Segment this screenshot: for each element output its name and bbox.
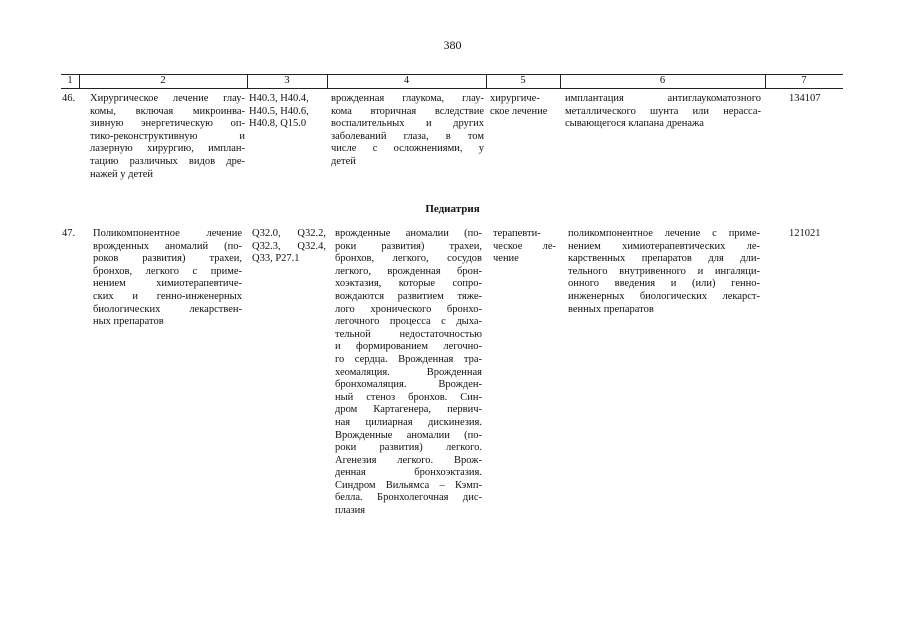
treatment-type: терапевти- ческое ле- чение (493, 228, 556, 265)
patient-model: врожденная глаукома, глау- кома вторичная вследствие воспалительных и других заболеваний глаза, в том числе с осложнениями, у детей (331, 93, 484, 167)
treatment-type: хирургиче- ское лечение (490, 93, 548, 117)
row-number: 46. (62, 93, 76, 104)
treatment-method: поликомпонентное лечение с приме- нением химиотерапевтических ле- карственных препаратов для дли- тельного внутривенного и ингаляци- онного введения и (или) генно- инженерных биологических лекарст- венных препаратов (568, 228, 760, 315)
col-header-5: 5 (520, 75, 526, 86)
col-header-7: 7 (801, 75, 807, 86)
page-number: 380 (443, 38, 462, 52)
col-header-4: 4 (403, 75, 410, 86)
service-name: Поликомпонентное лечение врожденных аномалий (по- роков развития) трахеи, бронхов, легкого с приме- нением химиотерапевтиче- ских и генно-инженерных биологических лекарствен- ных препаратов (93, 228, 242, 328)
col-header-6: 6 (659, 75, 666, 86)
cost-value: 121021 (789, 228, 821, 239)
patient-model: врожденные аномалии (по- роки развития) трахеи, бронхов, легкого, сосудов легкого, врожденная брон- хоэктазия, которые сопро- вождаются развитием тяже- лого хронического бронхо- легочного процесса с дыха- тельной недостаточностью и формированием легочно- го сердца. Врожденная тра- хеомаляция. Врожденная бронхомаляция. Врожден- ный стеноз бронхов. Син- дром Картагенера, первич- ная цилиарная дискинезия. Врожденные аномалии (по- роки развития) легкого. Агенезия легкого. Врож- денная бронхоэктазия. Синдром Вильямса – Кэмп- белла. Бронхолегочная дис- плазия (335, 228, 482, 517)
col-header-1: 1 (67, 75, 73, 86)
table-header-rule (61, 88, 843, 89)
service-name: Хирургическое лечение глау- комы, включая микроинва- зивную энергетическую оп- тико-реконструктивную и лазерную хирургию, имплан- тацию различных видов дре- нажей у детей (90, 93, 245, 180)
treatment-method: имплантация антиглаукоматозного металлического шунта или нерасса- сывающегося клапана дренажа (565, 93, 761, 130)
col-header-3: 3 (284, 75, 290, 86)
col-header-2: 2 (160, 75, 166, 86)
section-title: Педиатрия (425, 203, 480, 215)
icd-codes: Н40.3, Н40.4, Н40.5, Н40.6, Н40.8, Q15.0 (249, 93, 309, 130)
row-number: 47. (62, 228, 76, 239)
cost-value: 134107 (789, 93, 821, 104)
icd-codes: Q32.0, Q32.2, Q32.3, Q32.4, Q33, Р27.1 (252, 228, 326, 265)
